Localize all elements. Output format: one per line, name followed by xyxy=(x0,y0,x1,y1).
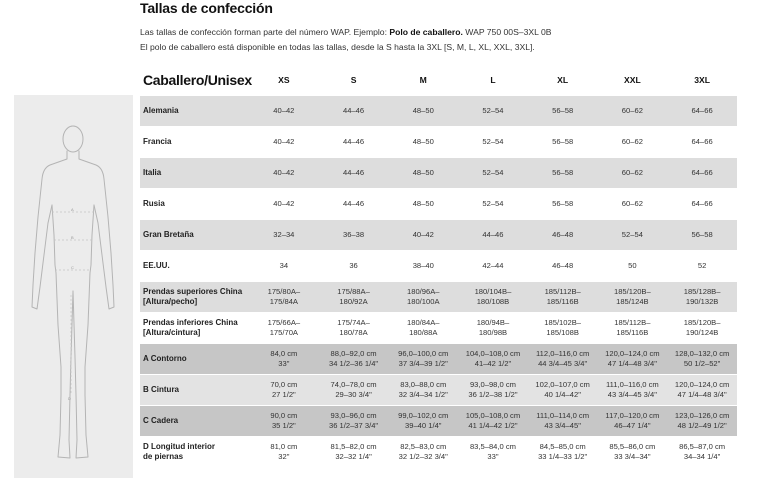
cell-value: 60–62 xyxy=(621,167,643,177)
cell-value: 93,0–98,0 cm xyxy=(469,379,516,389)
cell-value: 185/102B– xyxy=(544,317,582,327)
table-cell xyxy=(598,436,668,467)
row-label xyxy=(140,157,249,188)
cell-value: 85,5–86,0 cm xyxy=(609,441,656,451)
table-cell xyxy=(319,343,389,374)
table-cell xyxy=(598,343,668,374)
size-xxl: XXL xyxy=(624,75,641,85)
cell-value: 180/96A– xyxy=(407,286,440,296)
cell-value-secondary: 185/116B xyxy=(546,297,579,306)
cell-value: 50 xyxy=(628,260,637,270)
table-cell xyxy=(249,188,319,219)
cell-value: 117,0–120,0 cm xyxy=(605,410,660,420)
cell-value: 44–46 xyxy=(342,167,365,177)
cell-value: 44–46 xyxy=(342,105,365,115)
table-cell xyxy=(458,126,528,157)
table-cell xyxy=(667,281,737,312)
table-cell xyxy=(667,95,737,126)
table-cell xyxy=(458,219,528,250)
table-cell xyxy=(667,343,737,374)
cell-value: 81,0 cm xyxy=(270,441,298,451)
table-cell xyxy=(388,250,458,281)
table-cell xyxy=(249,312,319,343)
cell-value-secondary: 44 3/4–45 3/4" xyxy=(538,359,588,368)
cell-value: 84,0 cm xyxy=(270,348,298,358)
cell-value: 44–46 xyxy=(342,136,365,146)
table-cell xyxy=(667,250,737,281)
table-cell xyxy=(598,374,668,405)
table-cell xyxy=(388,126,458,157)
table-cell xyxy=(388,219,458,250)
cell-value: 56–58 xyxy=(552,198,574,208)
row-label xyxy=(140,436,249,467)
cell-value-secondary: 32 1/2–32 3/4" xyxy=(398,452,448,461)
cell-value: 175/74A– xyxy=(337,317,370,327)
cell-value-secondary: 37 3/4–39 1/2" xyxy=(398,359,448,368)
table-cell xyxy=(458,250,528,281)
table-cell xyxy=(458,281,528,312)
table-cell xyxy=(458,405,528,436)
table-cell xyxy=(598,219,668,250)
cell-value: 180/104B– xyxy=(474,286,512,296)
cell-value-secondary: 180/92A xyxy=(339,297,368,306)
cell-value: 185/128B– xyxy=(683,286,721,296)
row-label-text: A Contorno xyxy=(143,353,187,363)
table-cell xyxy=(458,312,528,343)
table-cell xyxy=(667,219,737,250)
row-label-subtext: [Altura/pecho] xyxy=(143,297,198,306)
row-label-subtext: [Altura/cintura] xyxy=(143,328,201,337)
table-cell xyxy=(319,95,389,126)
cell-value-secondary: 180/98B xyxy=(478,328,508,337)
table-cell xyxy=(528,188,598,219)
table-cell xyxy=(458,95,528,126)
row-label-text: D Longitud interior xyxy=(143,441,215,451)
cell-value-secondary: 33" xyxy=(278,359,290,368)
cell-value: 40–42 xyxy=(273,136,295,146)
cell-value: 52–54 xyxy=(482,167,504,177)
row-label-text: EE.UU. xyxy=(143,260,170,270)
human-body-silhouette-icon xyxy=(14,95,133,478)
cell-value: 52–54 xyxy=(482,198,504,208)
cell-value-secondary: 32" xyxy=(278,452,290,461)
table-cell xyxy=(528,343,598,374)
cell-value: 88,0–92,0 cm xyxy=(330,348,377,358)
table-cell xyxy=(319,126,389,157)
table-cell xyxy=(388,405,458,436)
table-cell xyxy=(249,343,319,374)
cell-value-secondary: 47 1/4–48 3/4" xyxy=(607,359,657,368)
table-cell xyxy=(388,343,458,374)
cell-value: 40–42 xyxy=(412,229,434,239)
intro-example-product: Polo de caballero. xyxy=(389,27,463,37)
row-label-text: Italia xyxy=(143,167,162,177)
cell-value: 52–54 xyxy=(621,229,643,239)
marker-a: A xyxy=(71,207,74,212)
row-label xyxy=(140,312,249,343)
cell-value: 111,0–116,0 cm xyxy=(605,379,659,389)
cell-value: 60–62 xyxy=(621,136,643,146)
intro-line-1 xyxy=(140,27,551,37)
size-m: M xyxy=(419,75,427,85)
size-s: S xyxy=(350,75,357,85)
table-cell xyxy=(319,219,389,250)
cell-value: 48–50 xyxy=(412,136,434,146)
cell-value: 120,0–124,0 cm xyxy=(674,379,730,389)
table-cell xyxy=(667,126,737,157)
table-cell xyxy=(667,157,737,188)
row-label-text: Rusia xyxy=(143,198,165,208)
table-cell xyxy=(528,374,598,405)
cell-value: 46–48 xyxy=(552,229,574,239)
cell-value-secondary: 41–42 1/2" xyxy=(474,359,512,368)
cell-value-secondary: 39–40 1/4" xyxy=(405,421,442,430)
cell-value-secondary: 175/84A xyxy=(269,297,298,306)
cell-value: 44–46 xyxy=(342,198,365,208)
cell-value: 60–62 xyxy=(621,105,643,115)
row-label xyxy=(140,95,249,126)
table-cell xyxy=(667,405,737,436)
cell-value-secondary: 180/88A xyxy=(409,328,438,337)
table-cell xyxy=(249,95,319,126)
cell-value: 93,0–96,0 cm xyxy=(330,410,377,420)
cell-value: 120,0–124,0 cm xyxy=(605,348,660,358)
row-label xyxy=(140,126,249,157)
cell-value: 175/80A– xyxy=(267,286,301,296)
cell-value-secondary: 32 3/4–34 1/2" xyxy=(398,390,448,399)
cell-value: 70,0 cm xyxy=(270,379,298,389)
row-label-text: C Cadera xyxy=(143,415,179,425)
table-cell xyxy=(458,157,528,188)
table-cell xyxy=(667,436,737,467)
cell-value: 86,5–87,0 cm xyxy=(679,441,726,451)
table-cell xyxy=(319,281,389,312)
table-cell xyxy=(319,405,389,436)
row-label-subtext: de piernas xyxy=(143,452,184,461)
table-row xyxy=(140,157,737,188)
row-label xyxy=(140,188,249,219)
table-row xyxy=(140,312,737,343)
table-row xyxy=(140,95,737,126)
table-cell xyxy=(528,281,598,312)
cell-value-secondary: 36 1/2–38 1/2" xyxy=(468,390,518,399)
cell-value: 40–42 xyxy=(273,198,295,208)
table-cell xyxy=(598,250,668,281)
row-label xyxy=(140,405,249,436)
cell-value: 64–66 xyxy=(691,198,713,208)
table-cell xyxy=(388,374,458,405)
cell-value-secondary: 40 1/4–42" xyxy=(544,390,581,399)
table-cell xyxy=(598,95,668,126)
cell-value: 36 xyxy=(349,260,358,270)
cell-value: 185/120B– xyxy=(613,286,651,296)
cell-value: 36–38 xyxy=(342,229,365,239)
size-header-row xyxy=(140,65,737,95)
table-cell xyxy=(667,374,737,405)
cell-value: 34 xyxy=(279,260,289,270)
cell-value-secondary: 185/124B xyxy=(616,297,649,306)
cell-value: 38–40 xyxy=(412,260,434,270)
marker-c: C xyxy=(71,265,74,270)
cell-value-secondary: 185/116B xyxy=(616,328,649,337)
cell-value-secondary: 36 1/2–37 3/4" xyxy=(328,421,379,430)
table-cell xyxy=(249,405,319,436)
row-label-text: Francia xyxy=(143,136,172,146)
table-cell xyxy=(528,219,598,250)
cell-value: 42–44 xyxy=(482,260,504,270)
table-cell xyxy=(249,436,319,467)
cell-value-secondary: 46–47 1/4" xyxy=(614,421,651,430)
cell-value: 64–66 xyxy=(691,105,713,115)
table-cell xyxy=(458,374,528,405)
cell-value: 180/84A– xyxy=(407,317,440,327)
table-cell xyxy=(388,188,458,219)
cell-value: 52 xyxy=(697,260,707,270)
table-row xyxy=(140,405,737,436)
cell-value: 175/66A– xyxy=(267,317,301,327)
cell-value-secondary: 180/78A xyxy=(339,328,368,337)
table-row xyxy=(140,250,737,281)
cell-value: 44–46 xyxy=(482,229,504,239)
cell-value: 84,5–85,0 cm xyxy=(539,441,586,451)
table-cell xyxy=(458,343,528,374)
table-cell xyxy=(598,405,668,436)
intro-suffix: WAP 750 00S–3XL 0B xyxy=(462,27,552,37)
table-cell xyxy=(528,157,598,188)
table-heading: Caballero/Unisex xyxy=(143,72,252,88)
cell-value: 64–66 xyxy=(691,167,713,177)
table-cell xyxy=(319,250,389,281)
cell-value-secondary: 180/100A xyxy=(407,297,440,306)
table-cell xyxy=(319,157,389,188)
table-cell xyxy=(388,157,458,188)
table-cell xyxy=(249,126,319,157)
table-cell xyxy=(598,312,668,343)
row-label xyxy=(140,219,249,250)
cell-value: 128,0–132,0 cm xyxy=(674,348,730,358)
size-l: L xyxy=(490,75,496,85)
cell-value: 82,5–83,0 cm xyxy=(400,441,447,451)
cell-value: 56–58 xyxy=(552,167,574,177)
row-label xyxy=(140,374,249,405)
table-cell xyxy=(528,126,598,157)
table-row xyxy=(140,126,737,157)
table-cell xyxy=(528,250,598,281)
cell-value-secondary: 180/108B xyxy=(476,297,510,306)
cell-value: 81,5–82,0 cm xyxy=(330,441,377,451)
cell-value: 104,0–108,0 cm xyxy=(465,348,521,358)
row-label-text: Gran Bretaña xyxy=(143,229,194,239)
cell-value-secondary: 43 3/4–45" xyxy=(544,421,581,430)
cell-value: 111,0–114,0 cm xyxy=(536,410,590,420)
cell-value-secondary: 33 1/4–33 1/2" xyxy=(538,452,588,461)
marker-d: D xyxy=(68,396,71,401)
row-label-text: Prendas superiores China xyxy=(143,286,243,296)
table-cell xyxy=(388,281,458,312)
cell-value-secondary: 185/108B xyxy=(546,328,579,337)
size-xl: XL xyxy=(557,75,569,85)
cell-value: 56–58 xyxy=(552,105,574,115)
table-row xyxy=(140,188,737,219)
cell-value: 185/112B– xyxy=(614,317,651,327)
table-row xyxy=(140,219,737,250)
table-cell xyxy=(388,436,458,467)
table-cell xyxy=(528,436,598,467)
cell-value: 56–58 xyxy=(552,136,574,146)
cell-value: 105,0–108,0 cm xyxy=(465,410,521,420)
cell-value: 32–34 xyxy=(273,229,295,239)
row-label xyxy=(140,281,249,312)
body-figure-panel xyxy=(14,95,133,478)
table-cell xyxy=(319,312,389,343)
row-label-text: B Cintura xyxy=(143,384,179,394)
row-label-text: Prendas inferiores China xyxy=(143,317,238,327)
table-cell xyxy=(667,188,737,219)
table-cell xyxy=(319,188,389,219)
size-3xl: 3XL xyxy=(694,75,710,85)
cell-value: 64–66 xyxy=(691,136,713,146)
cell-value: 96,0–100,0 cm xyxy=(398,348,449,358)
cell-value: 46–48 xyxy=(552,260,574,270)
cell-value: 60–62 xyxy=(621,198,643,208)
cell-value-secondary: 33" xyxy=(487,452,499,461)
cell-value: 48–50 xyxy=(412,105,434,115)
table-cell xyxy=(458,436,528,467)
cell-value-secondary: 35 1/2" xyxy=(271,421,296,430)
table-cell xyxy=(458,188,528,219)
table-cell xyxy=(598,126,668,157)
size-xs: XS xyxy=(278,75,290,85)
table-cell xyxy=(249,219,319,250)
cell-value: 40–42 xyxy=(273,105,295,115)
cell-value-secondary: 41 1/4–42 1/2" xyxy=(468,421,518,430)
table-cell xyxy=(249,157,319,188)
cell-value: 74,0–78,0 cm xyxy=(330,379,377,389)
table-row xyxy=(140,281,737,312)
table-row xyxy=(140,343,737,374)
cell-value: 185/120B– xyxy=(683,317,721,327)
cell-value-secondary: 27 1/2" xyxy=(271,390,296,399)
row-label xyxy=(140,250,249,281)
cell-value: 112,0–116,0 cm xyxy=(535,348,590,358)
table-cell xyxy=(528,405,598,436)
table-cell xyxy=(667,312,737,343)
cell-value: 48–50 xyxy=(412,167,434,177)
cell-value: 56–58 xyxy=(691,229,713,239)
cell-value: 40–42 xyxy=(273,167,295,177)
intro-line-2: El polo de caballero está disponible en todas las tallas, desde la S hasta la 3XL [S, M, L, XL, XXL, 3XL]. xyxy=(140,42,535,52)
cell-value-secondary: 47 1/4–48 3/4" xyxy=(677,390,727,399)
table-cell xyxy=(528,95,598,126)
cell-value: 185/112B– xyxy=(544,286,581,296)
row-label xyxy=(140,343,249,374)
table-cell xyxy=(319,374,389,405)
cell-value-secondary: 34–34 1/4" xyxy=(683,452,721,461)
intro-prefix: Las tallas de confección forman parte del número WAP. Ejemplo: xyxy=(140,27,390,37)
cell-value: 48–50 xyxy=(412,198,434,208)
cell-value: 175/88A– xyxy=(337,286,370,296)
cell-value-secondary: 29–30 3/4" xyxy=(335,390,372,399)
cell-value: 52–54 xyxy=(482,105,504,115)
table-cell xyxy=(598,188,668,219)
cell-value: 83,0–88,0 cm xyxy=(400,379,447,389)
table-cell xyxy=(598,281,668,312)
table-row xyxy=(140,436,737,467)
cell-value-secondary: 34 1/2–36 1/4" xyxy=(328,359,379,368)
table-cell xyxy=(249,374,319,405)
cell-value-secondary: 33 3/4–34" xyxy=(614,452,651,461)
cell-value: 99,0–102,0 cm xyxy=(398,410,449,420)
table-cell xyxy=(249,250,319,281)
table-cell xyxy=(249,281,319,312)
table-cell xyxy=(388,312,458,343)
cell-value-secondary: 48 1/2–49 1/2" xyxy=(677,421,727,430)
cell-value: 180/94B– xyxy=(476,317,510,327)
size-table xyxy=(140,65,737,467)
cell-value-secondary: 190/124B xyxy=(685,328,719,337)
cell-value: 90,0 cm xyxy=(270,410,298,420)
row-label-text: Alemania xyxy=(143,105,179,115)
table-cell xyxy=(528,312,598,343)
page-title: Tallas de confección xyxy=(140,0,273,16)
cell-value: 123,0–126,0 cm xyxy=(674,410,730,420)
cell-value-secondary: 43 3/4–45 3/4" xyxy=(607,390,657,399)
cell-value-secondary: 50 1/2–52" xyxy=(683,359,721,368)
table-cell xyxy=(319,436,389,467)
cell-value: 83,5–84,0 cm xyxy=(469,441,516,451)
cell-value-secondary: 190/132B xyxy=(685,297,719,306)
cell-value: 52–54 xyxy=(482,136,504,146)
table-cell xyxy=(598,157,668,188)
table-row xyxy=(140,374,737,405)
cell-value: 102,0–107,0 cm xyxy=(535,379,590,389)
marker-b: B xyxy=(71,235,74,240)
cell-value-secondary: 175/70A xyxy=(269,328,298,337)
cell-value-secondary: 32–32 1/4" xyxy=(335,452,372,461)
table-cell xyxy=(388,95,458,126)
